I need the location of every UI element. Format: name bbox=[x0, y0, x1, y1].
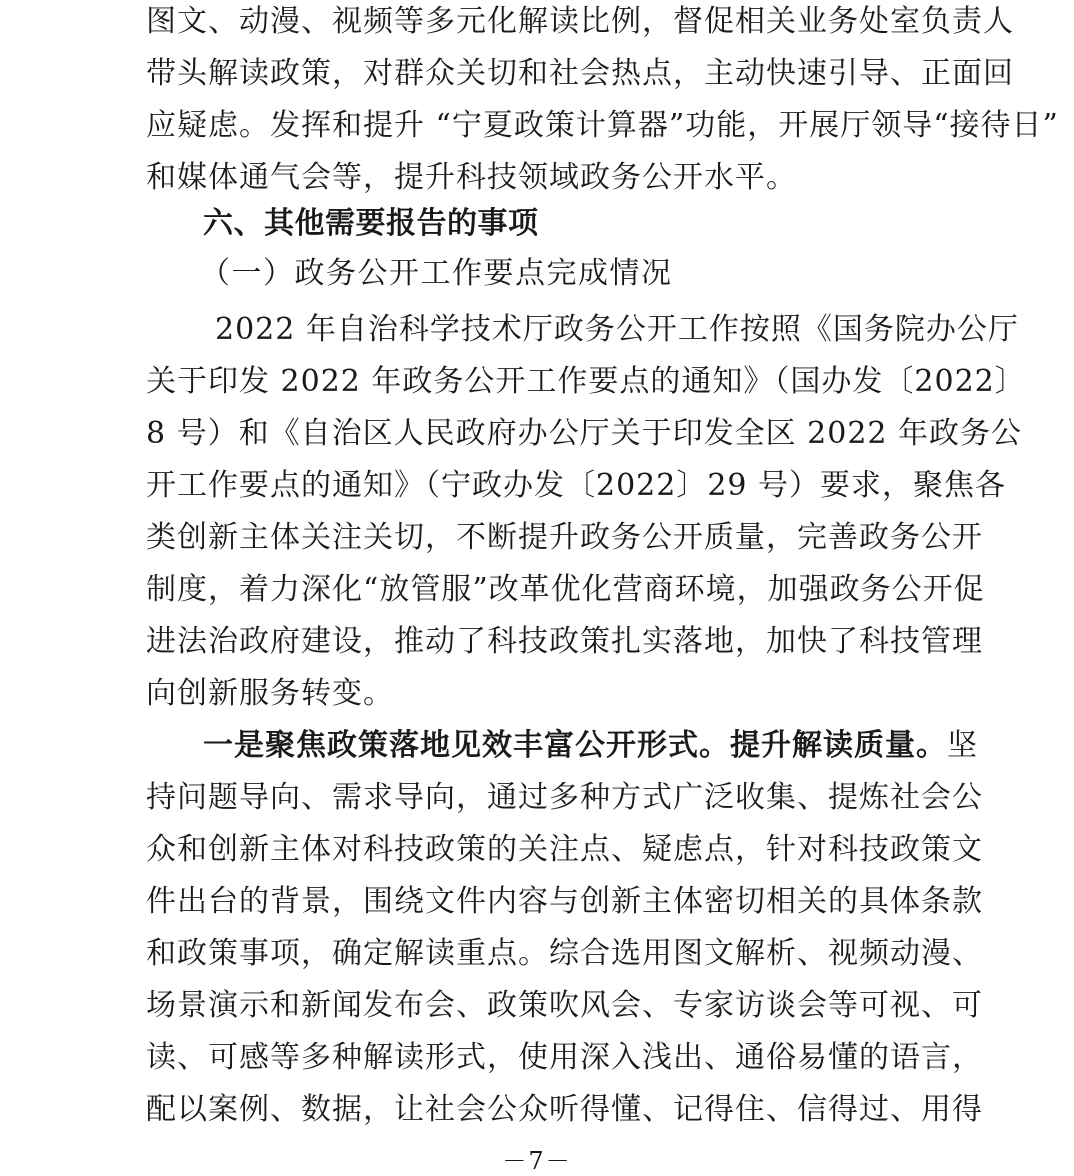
paragraph-line: 件出台的背景，围绕文件内容与创新主体密切相关的具体条款 bbox=[146, 884, 983, 919]
paragraph-line: 向创新服务转变。 bbox=[146, 676, 394, 711]
paragraph-line: 配以案例、数据，让社会公众听得懂、记得住、信得过、用得 bbox=[146, 1092, 983, 1127]
lead-tail-text: 坚 bbox=[947, 728, 978, 763]
bold-lead-text: 一是聚焦政策落地见效丰富公开形式。提升解读质量。 bbox=[203, 728, 947, 763]
paragraph-line: 读、可感等多种解读形式，使用深入浅出、通俗易懂的语言， bbox=[146, 1040, 983, 1075]
paragraph-line: 8 号）和《自治区人民政府办公厅关于印发全区 2022 年政务公 bbox=[146, 416, 1023, 451]
paragraph-line: 类创新主体关注关切，不断提升政务公开质量，完善政务公开 bbox=[146, 520, 983, 555]
subsection-heading: （一）政务公开工作要点完成情况 bbox=[200, 256, 673, 291]
paragraph-line: 开工作要点的通知》（宁政办发〔2022〕29 号）要求，聚焦各 bbox=[146, 468, 1007, 503]
paragraph-line: 关于印发 2022 年政务公开工作要点的通知》（国办发〔2022〕 bbox=[146, 364, 1026, 399]
paragraph-lead-line bbox=[203, 728, 978, 764]
text-line: 图文、动漫、视频等多元化解读比例，督促相关业务处室负责人 bbox=[146, 4, 1014, 39]
page-number: －7－ bbox=[502, 1147, 572, 1175]
paragraph-line: 众和创新主体对科技政策的关注点、疑虑点，针对科技政策文 bbox=[146, 832, 983, 867]
paragraph-line: 持问题导向、需求导向，通过多种方式广泛收集、提炼社会公 bbox=[146, 780, 983, 815]
paragraph-line: 进法治政府建设，推动了科技政策扎实落地，加快了科技管理 bbox=[146, 624, 983, 659]
paragraph-line: 场景演示和新闻发布会、政策吹风会、专家访谈会等可视、可 bbox=[146, 988, 983, 1023]
text-line: 带头解读政策，对群众关切和社会热点，主动快速引导、正面回 bbox=[146, 56, 1014, 91]
paragraph-line: 和政策事项，确定解读重点。综合选用图文解析、视频动漫、 bbox=[146, 936, 983, 971]
section-heading: 六、其他需要报告的事项 bbox=[203, 206, 539, 241]
text-line: 应疑虑。发挥和提升 “宁夏政策计算器”功能，开展厅领导“接待日” bbox=[146, 108, 1059, 143]
paragraph-line: 制度，着力深化“放管服”改革优化营商环境，加强政务公开促 bbox=[146, 572, 985, 607]
text-line: 和媒体通气会等，提升科技领域政务公开水平。 bbox=[146, 160, 797, 195]
paragraph-line: 2022 年自治科学技术厅政务公开工作按照《国务院办公厅 bbox=[215, 312, 1019, 347]
